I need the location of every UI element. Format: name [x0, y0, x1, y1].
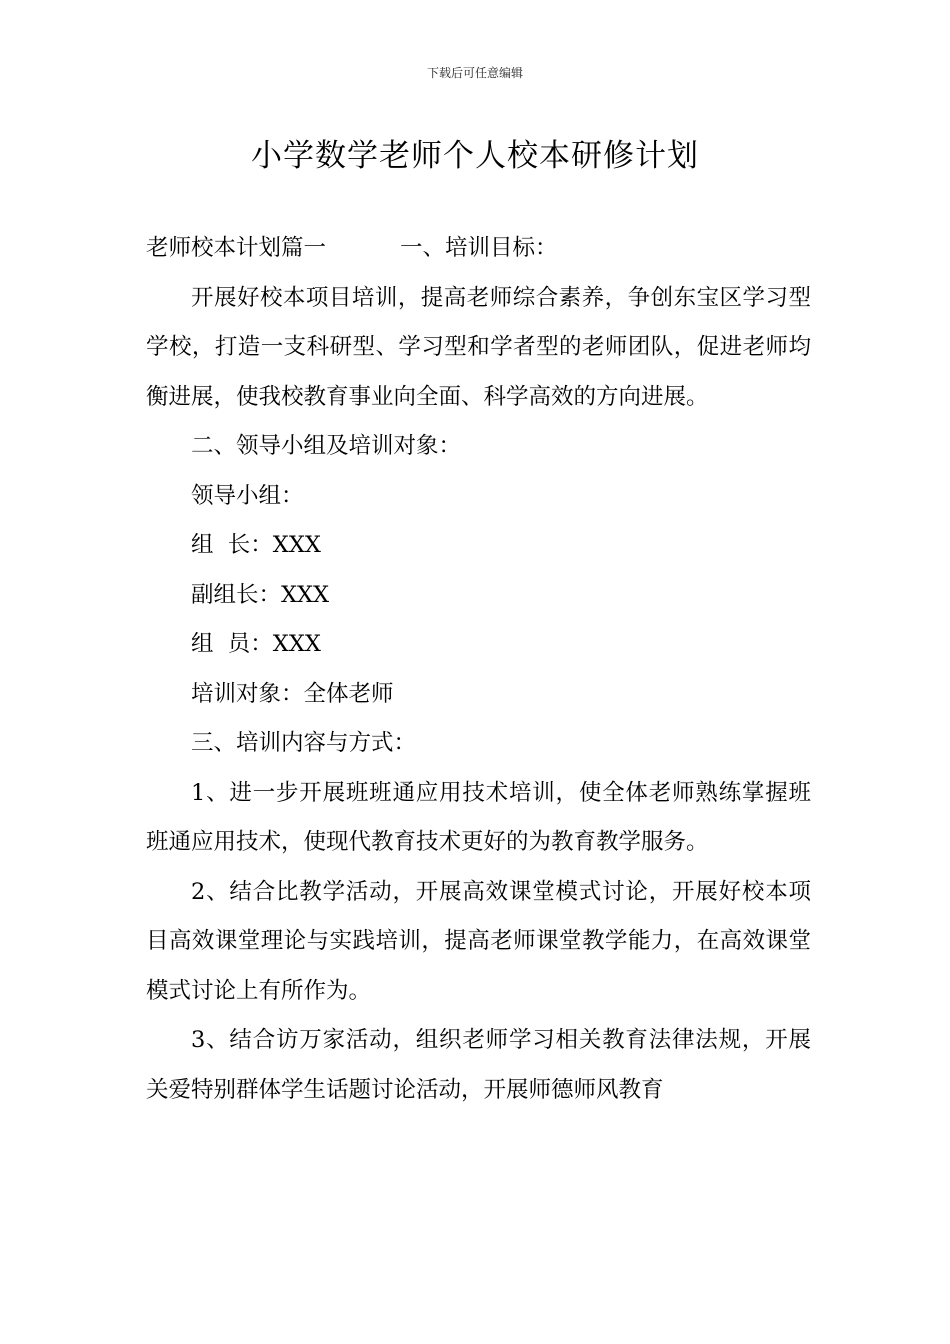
paragraph-members: 组 员：XXX [191, 631, 321, 657]
paragraph-leadership: 领导小组： [191, 482, 304, 509]
section-heading-1: 一、培训目标： [400, 235, 558, 261]
paragraph-trainees: 培训对象：全体老师 [191, 680, 394, 707]
section-heading-3: 三、培训内容与方式： [191, 730, 417, 756]
paragraph-item-1: 1、进一步开展班班通应用技术培训，使全体老师熟练掌握班班通应用技术，使现代教育技术更好的为教育教学服务。 [146, 779, 811, 855]
section-label: 老师校本计划篇一 [146, 235, 327, 261]
section-heading-2: 二、领导小组及培训对象： [191, 433, 462, 459]
first-line [146, 224, 811, 274]
paragraph-deputy: 副组长：XXX [191, 581, 330, 608]
paragraph-goal: 开展好校本项目培训，提高老师综合素养，争创东宝区学习型学校，打造一支科研型、学习型和学者型的老师团队，促进老师均衡进展，使我校教育事业向全面、科学高效的方向进展。 [146, 284, 811, 410]
paragraph-item-3: 3、结合访万家活动，组织老师学习相关教育法律法规，开展关爱特别群体学生话题讨论活动，开展师德师风教育 [146, 1027, 811, 1103]
document-body [146, 224, 811, 1115]
paragraph-item-2: 2、结合比教学活动，开展高效课堂模式讨论，开展好校本项目高效课堂理论与实践培训，提高老师课堂教学能力，在高效课堂模式讨论上有所作为。 [146, 878, 811, 1004]
paragraph-leader: 组 长：XXX [191, 532, 321, 558]
header-note: 下载后可任意编辑 [426, 66, 523, 80]
document-title: 小学数学老师个人校本研修计划 [251, 138, 699, 174]
